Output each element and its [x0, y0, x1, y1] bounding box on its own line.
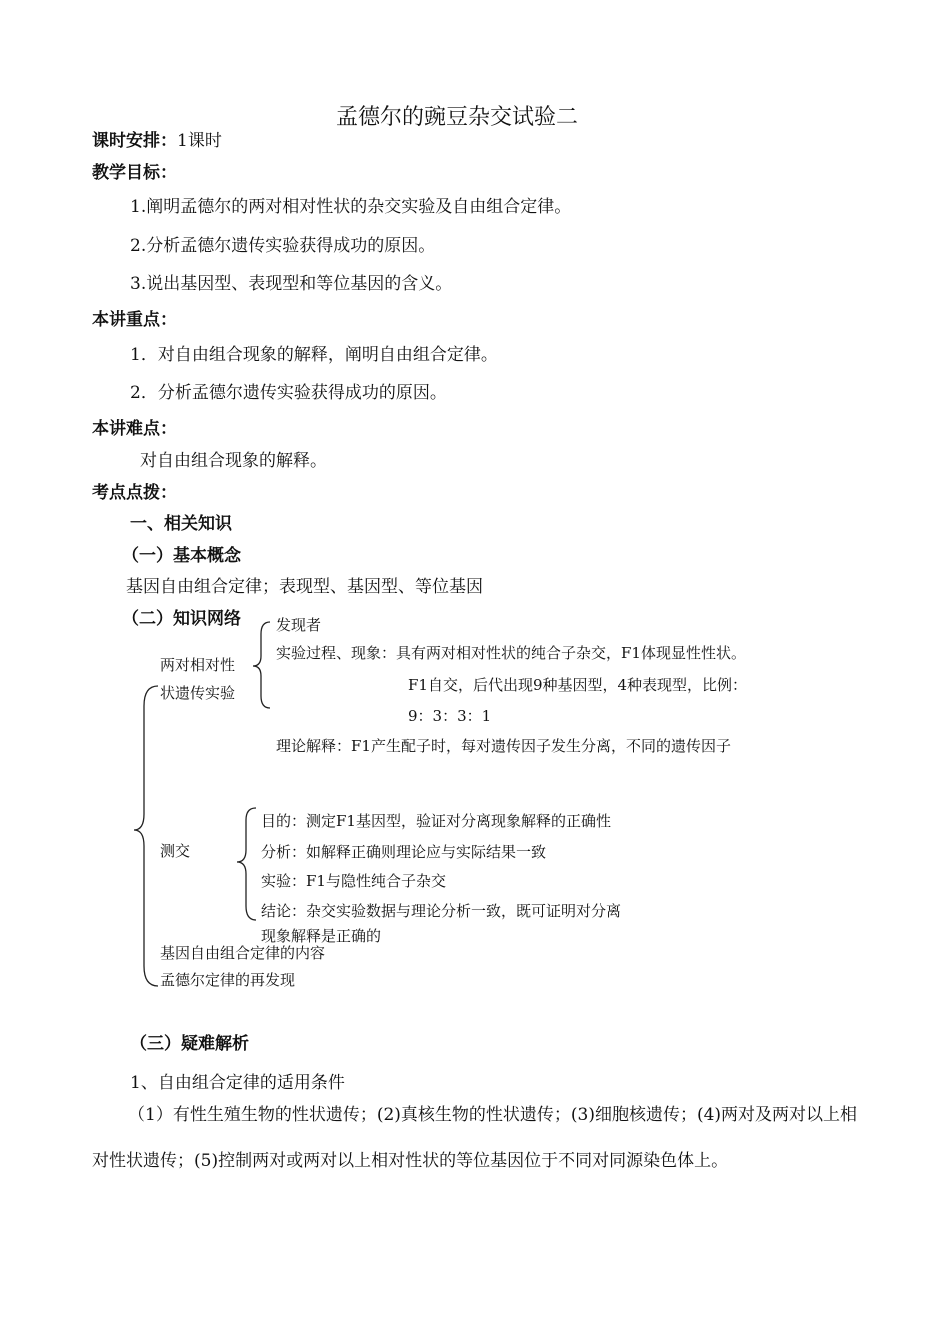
subsection-heading: （二）知识网络 [122, 609, 241, 629]
key-heading: 本讲重点： [92, 310, 177, 330]
testcross-conclusion-continued: 现象解释是正确的 [261, 928, 382, 944]
testcross-purpose: 目的：测定F1基因型，验证对分离现象解释的正确性 [261, 812, 611, 830]
experiment-brace [253, 622, 270, 708]
analysis-paragraph: （1）有性生殖生物的性状遗传；(2)真核生物的性状遗传；(3)细胞核遗传；(4)两对及两对以上相对性状遗传；(5)控制两对或两对以上相对性状的等位基因位于不同对同源染色体上。 [92, 1105, 858, 1171]
schedule-label: 课时安排： [92, 131, 177, 151]
exam-heading: 考点点拨： [92, 483, 177, 503]
schedule-value: 1课时 [177, 131, 222, 151]
testcross-label: 测交 [160, 842, 191, 860]
difficult-point: 对自由组合现象的解释。 [140, 451, 327, 471]
objective-item: 1.阐明孟德尔的两对相对性状的杂交实验及自由组合定律。 [130, 197, 572, 217]
key-point: 1．对自由组合现象的解释，阐明自由组合定律。 [130, 345, 498, 365]
theory-text: 理论解释：F1产生配子时，每对遗传因子发生分离，不同的遗传因子 [276, 737, 731, 755]
rediscovery-text: 孟德尔定律的再发现 [160, 971, 296, 989]
testcross-experiment: 实验：F1与隐性纯合子杂交 [261, 872, 446, 890]
page-title: 孟德尔的豌豆杂交试验二 [336, 105, 579, 130]
testcross-analysis: 分析：如解释正确则理论应与实际结果一致 [261, 843, 547, 861]
ratio-text: 9：3：3：1 [408, 707, 492, 725]
objective-item: 2.分析孟德尔遗传实验获得成功的原因。 [130, 236, 436, 256]
key-point: 2．分析孟德尔遗传实验获得成功的原因。 [130, 383, 447, 403]
subsection-heading: （一）基本概念 [122, 546, 241, 566]
process-text: F1自交，后代出现9种基因型，4种表现型，比例： [408, 676, 748, 694]
difficult-heading: 本讲难点： [92, 419, 177, 439]
section-heading: 一、相关知识 [130, 514, 232, 534]
process-text: 实验过程、现象：具有两对相对性状的纯合子杂交，F1体现显性性状。 [276, 644, 746, 662]
testcross-brace [237, 808, 256, 920]
testcross-conclusion: 结论：杂交实验数据与理论分析一致，既可证明对分离 [261, 902, 622, 920]
subsection-heading: （三）疑难解析 [130, 1034, 249, 1054]
concepts-text: 基因自由组合定律；表现型、基因型、等位基因 [126, 577, 483, 597]
outer-brace [134, 686, 158, 986]
experiment-label: 两对相对性 [160, 656, 236, 674]
experiment-label: 状遗传实验 [160, 684, 236, 702]
objective-item: 3.说出基因型、表现型和等位基因的含义。 [130, 274, 453, 294]
analysis-item: 1、自由组合定律的适用条件 [130, 1073, 345, 1093]
discoverer-text: 发现者 [276, 616, 322, 634]
law-content-text: 基因自由组合定律的内容 [160, 944, 326, 962]
objectives-heading: 教学目标： [92, 163, 177, 183]
